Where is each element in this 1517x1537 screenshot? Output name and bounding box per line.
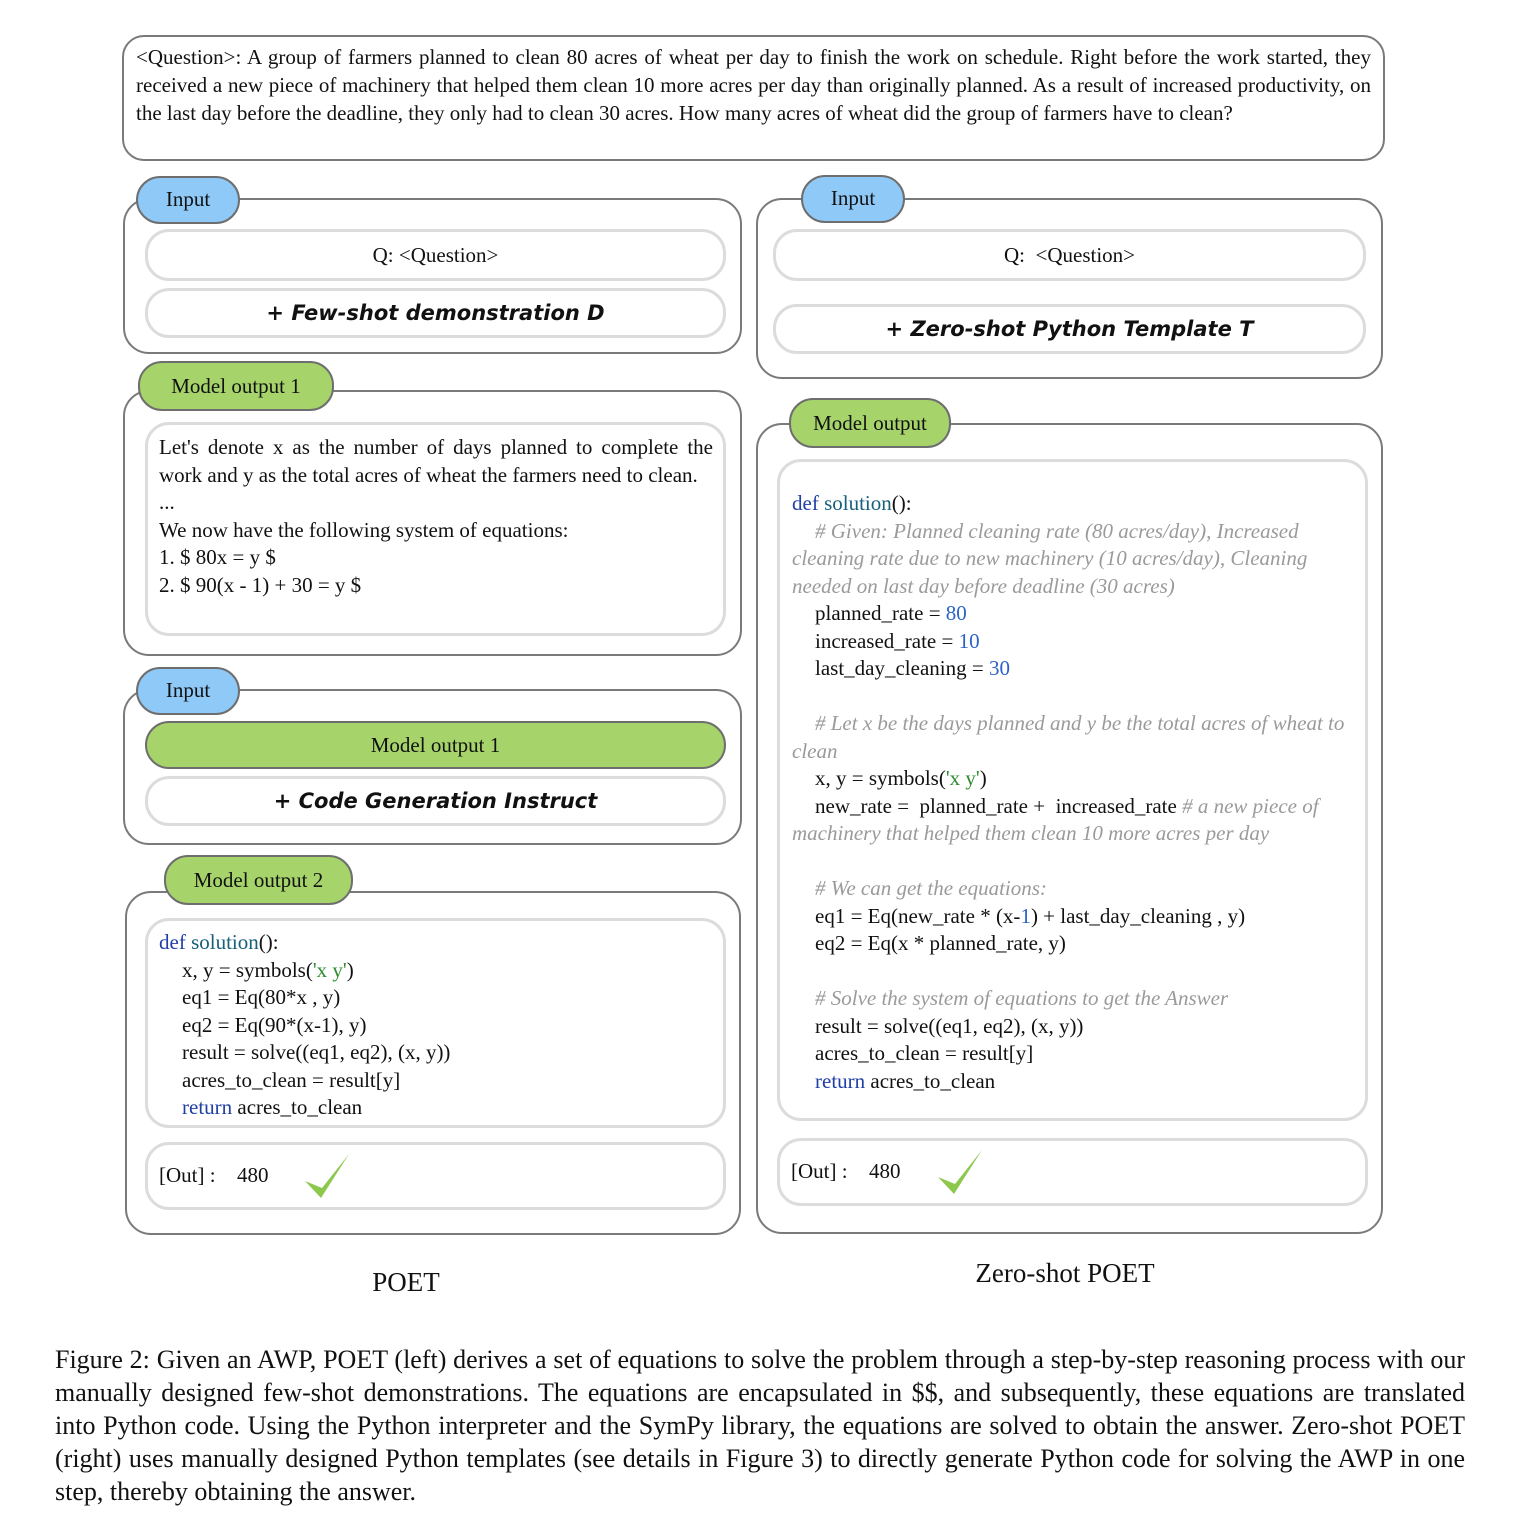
def-tail: (): xyxy=(891,491,912,515)
code-string: 'x y' xyxy=(945,766,980,790)
code-text: increased_rate = xyxy=(815,628,959,653)
code-text: ) + last_day_cleaning , y) xyxy=(1030,903,1246,928)
code-comment: # a new piece of machinery that helped them clean 10 more acres per day xyxy=(792,793,1319,845)
code-eq1-line: eq1 = Eq(80*x , y) xyxy=(182,985,341,1009)
zs-acres-line: acres_to_clean = result[y] xyxy=(815,1041,1034,1065)
zs-planned-rate-line xyxy=(792,600,1355,628)
poet-input1-tag: Input xyxy=(136,176,240,224)
return-value: acres_to_clean xyxy=(865,1068,996,1093)
zs-code-def-line xyxy=(792,490,1355,518)
code-string: 'x y' xyxy=(312,957,347,982)
equation-2: 2. $ 90(x - 1) + 30 = y $ xyxy=(159,572,362,597)
code-text: planned_rate = xyxy=(815,601,946,625)
zs-eq1-line xyxy=(792,903,1355,931)
def-keyword: def xyxy=(159,930,186,954)
poet-label: POET xyxy=(372,1267,440,1297)
zs-increased-rate-line xyxy=(792,628,1355,656)
code-text: new_rate = planned_rate + increased_rate xyxy=(815,793,1183,818)
reasoning-ellipsis: ... xyxy=(159,490,175,515)
poet-fewshot-demo-text: + Few-shot demonstration D xyxy=(266,301,605,325)
checkmark-icon xyxy=(303,1151,353,1201)
zs-python-template xyxy=(773,304,1366,354)
out-label: [Out] : xyxy=(159,1163,216,1187)
def-keyword: def xyxy=(792,491,819,515)
poet-output2-tag: Model output 2 xyxy=(164,855,353,905)
zs-solve-line: result = solve((eq1, eq2), (x, y)) xyxy=(815,1013,1084,1038)
code-number: 1 xyxy=(1020,903,1031,928)
return-value: acres_to_clean xyxy=(232,1095,363,1119)
code-text: ) xyxy=(979,766,987,790)
zs-comment-solve: # Solve the system of equations to get the Answer xyxy=(815,986,1229,1010)
code-generation-instruct-text: + Code Generation Instruct xyxy=(273,789,598,813)
code-number: 30 xyxy=(988,656,1010,680)
reasoning-paragraph: Let's denote x as the number of days planned to complete the work and y as the total acres of wheat the farmers need to clean. xyxy=(159,435,713,487)
out-label: [Out] : xyxy=(791,1159,848,1183)
blank-line xyxy=(792,958,1355,986)
code-text: eq1 = Eq(new_rate * (x- xyxy=(815,903,1021,928)
figure-caption: Figure 2: Given an AWP, POET (left) derives a set of equations to solve the problem through a step-by-step reasoning process with our manually designed few-shot demonstrations. The equations are encapsulated in $$, and subsequently, these equations are translated into Python code. Using the Python interpreter and the SymPy library, the equations are solved to obtain the answer. Zero-shot POET (right) uses manually designed Python templates (see details in Figure 3) to directly generate Python code for solving the AWP in one step, thereby obtaining the answer. xyxy=(55,1345,1465,1506)
zs-symbols-line xyxy=(792,765,1355,793)
question-text: <Question>: A group of farmers planned to clean 80 acres of wheat per day to finish the work on schedule. Right before the work started, they received a new piece of machinery that helped them clean 10 more acres per day than originally planned. As a result of increased productivity, on the last day before the deadline, they only had to clean 30 acres. How many acres of wheat did the group of farmers have to clean? xyxy=(136,45,1371,125)
out-value: 480 xyxy=(869,1159,901,1183)
poet-question-ref-text: Q: <Question> xyxy=(372,243,499,267)
code-text: ) xyxy=(346,957,354,982)
zs-last-day-line xyxy=(792,655,1355,683)
poet-fewshot-demo xyxy=(145,288,726,338)
code-acres-line: acres_to_clean = result[y] xyxy=(182,1067,401,1092)
blank-line xyxy=(792,683,1355,711)
function-name: solution xyxy=(191,930,259,954)
zs-question-ref xyxy=(773,229,1366,281)
blank-line xyxy=(792,848,1355,876)
zs-out-box xyxy=(777,1138,1368,1206)
poet-input2-tag: Input xyxy=(136,667,240,715)
code-number: 10 xyxy=(958,628,980,653)
code-return-line xyxy=(159,1094,713,1122)
code-def-line xyxy=(159,929,713,957)
zs-code-block xyxy=(777,459,1368,1121)
equation-1: 1. $ 80x = y $ xyxy=(159,545,276,570)
poet-output1-tag: Model output 1 xyxy=(138,361,334,411)
code-number: 80 xyxy=(945,601,967,625)
checkmark-icon xyxy=(936,1147,986,1197)
code-text: x, y = symbols( xyxy=(182,957,313,982)
code-generation-instruct xyxy=(145,776,726,826)
poet-output1-content xyxy=(145,422,726,636)
out-value: 480 xyxy=(237,1163,269,1187)
poet-code-block xyxy=(145,918,726,1128)
code-text: x, y = symbols( xyxy=(815,766,946,790)
poet-output1-ref: Model output 1 xyxy=(145,721,726,769)
zs-comment-equations: # We can get the equations: xyxy=(815,876,1047,900)
function-name: solution xyxy=(824,491,892,515)
def-tail: (): xyxy=(258,930,279,954)
zs-new-rate-line xyxy=(792,793,1355,848)
code-solve-line: result = solve((eq1, eq2), (x, y)) xyxy=(182,1040,451,1064)
code-eq2-line: eq2 = Eq(90*(x-1), y) xyxy=(182,1012,367,1037)
zs-python-template-text: + Zero-shot Python Template T xyxy=(885,317,1254,341)
zeroshot-poet-label: Zero-shot POET xyxy=(975,1258,1155,1288)
zs-comment-let: # Let x be the days planned and y be the total acres of wheat to clean xyxy=(792,711,1345,763)
reasoning-system-intro: We now have the following system of equations: xyxy=(159,517,569,542)
return-keyword: return xyxy=(815,1068,866,1093)
zs-comment-given: # Given: Planned cleaning rate (80 acres/day), Increased cleaning rate due to new machinery (10 acres/day), Cleaning needed on last day before deadline (30 acres) xyxy=(792,518,1308,598)
zs-eq2-line: eq2 = Eq(x * planned_rate, y) xyxy=(815,931,1066,955)
poet-out-box xyxy=(145,1142,726,1210)
zs-output-tag: Model output xyxy=(789,398,951,448)
code-symbols-line xyxy=(159,957,713,985)
code-text: last_day_cleaning = xyxy=(815,656,989,680)
zs-question-ref-text: Q: <Question> xyxy=(1003,243,1135,267)
question-box xyxy=(122,35,1385,161)
zs-return-line xyxy=(792,1068,1355,1096)
zs-input-tag: Input xyxy=(801,175,905,223)
poet-question-ref xyxy=(145,229,726,281)
return-keyword: return xyxy=(182,1095,233,1119)
